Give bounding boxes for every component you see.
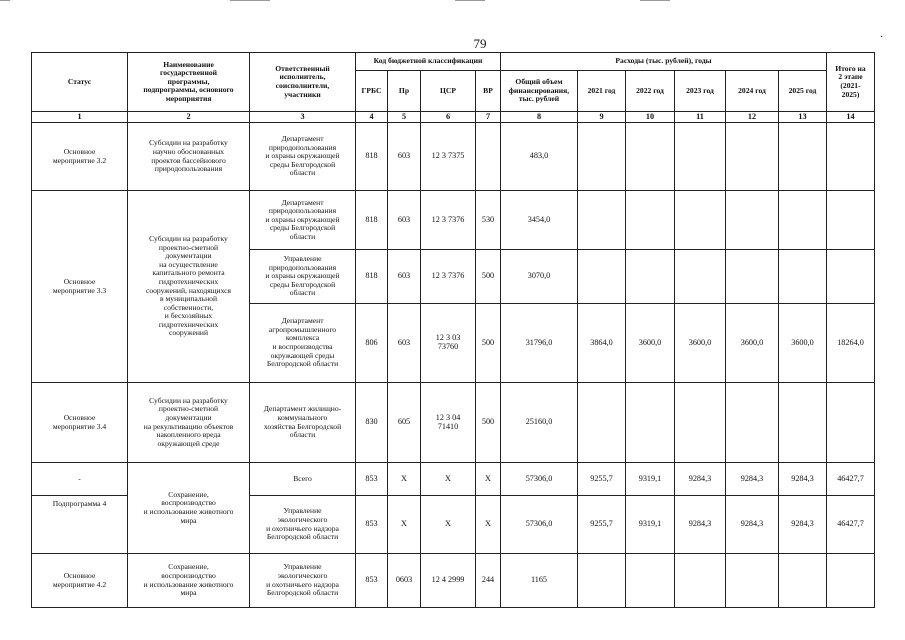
total-cell: 483,0 — [501, 123, 578, 191]
column-number: 5 — [388, 112, 421, 123]
column-number: 12 — [726, 112, 779, 123]
header-name: Наименование государственной программы, подпрограммы, основного мероприятия — [128, 53, 250, 112]
name-cell: Субсидии на разработку научно обоснованных проектов бассейнового природопользования — [128, 123, 250, 191]
responsible-cell: Управление природопользования и охраны окружающей среды Белгородской области — [250, 250, 356, 304]
total-cell: 25160,0 — [501, 383, 578, 463]
column-number: 4 — [356, 112, 388, 123]
empty-cell — [626, 250, 675, 304]
year-2022-cell: 3600,0 — [626, 304, 675, 383]
vr-cell: 500 — [476, 383, 501, 463]
total-cell: 1165 — [501, 554, 578, 608]
top-edge-line — [455, 0, 485, 1]
column-number-row — [32, 112, 875, 123]
grbs-cell: 818 — [356, 191, 388, 250]
status-cell: Основное мероприятие 3.4 — [32, 383, 128, 463]
empty-cell — [726, 383, 779, 463]
empty-cell — [675, 554, 726, 608]
csr-cell: X — [421, 463, 476, 496]
table-row — [32, 123, 875, 191]
total-cell: 3070,0 — [501, 250, 578, 304]
year-2023-cell: 9284,3 — [675, 496, 726, 554]
name-cell: Сохранение, воспроизводство и использование животного мира — [128, 554, 250, 608]
csr-cell: 12 3 7376 — [421, 250, 476, 304]
header-csr: ЦСР — [421, 71, 476, 112]
pr-cell: 603 — [388, 304, 421, 383]
responsible-cell: Всего — [250, 463, 356, 496]
year-2021-cell: 9255,7 — [578, 463, 626, 496]
status-dash-cell: - — [32, 463, 128, 496]
responsible-cell: Департамент агропромышленного комплекса и воспроизводства окружающей среды Белгородской области — [250, 304, 356, 383]
header-2024: 2024 год — [726, 71, 779, 112]
header-status: Статус — [32, 53, 128, 112]
empty-cell — [726, 123, 779, 191]
year-2025-cell: 3600,0 — [779, 304, 827, 383]
empty-cell — [626, 383, 675, 463]
vr-cell: 530 — [476, 191, 501, 250]
csr-cell: 12 3 7376 — [421, 191, 476, 250]
column-number: 7 — [476, 112, 501, 123]
year-2022-cell: 9319,1 — [626, 463, 675, 496]
grbs-cell: 818 — [356, 123, 388, 191]
stage2-total-cell: 46427,7 — [827, 463, 875, 496]
empty-cell — [578, 554, 626, 608]
empty-cell — [779, 191, 827, 250]
empty-cell — [675, 250, 726, 304]
status-cell: Подпрограмма 4 — [32, 496, 128, 554]
empty-cell — [626, 123, 675, 191]
empty-cell — [779, 123, 827, 191]
column-number: 11 — [675, 112, 726, 123]
empty-cell — [675, 123, 726, 191]
header-pr: Пр — [388, 71, 421, 112]
year-2022-cell: 9319,1 — [626, 496, 675, 554]
table-row — [32, 463, 875, 496]
empty-cell — [578, 383, 626, 463]
header-2022: 2022 год — [626, 71, 675, 112]
header-total-stage2: Итого на 2 этапе (2021- 2025) — [827, 53, 875, 112]
header-budget-code: Код бюджетной классификации — [356, 53, 501, 71]
year-2021-cell: 9255,7 — [578, 496, 626, 554]
empty-cell — [726, 191, 779, 250]
vr-cell: X — [476, 463, 501, 496]
header-row — [32, 53, 875, 71]
empty-cell — [726, 554, 779, 608]
empty-cell — [626, 191, 675, 250]
empty-cell — [726, 250, 779, 304]
empty-cell — [779, 250, 827, 304]
header-2023: 2023 год — [675, 71, 726, 112]
top-edge-line — [230, 0, 270, 1]
name-cell: Субсидии на разработку проектно-сметной документации на осуществление капитального ремонта гидротехнических сооружений, находящихся в муниципальной собственности, и бесхозяйных гидротехнических сооружений — [128, 191, 250, 383]
empty-cell — [578, 123, 626, 191]
pr-cell: 603 — [388, 123, 421, 191]
column-number: 14 — [827, 112, 875, 123]
total-cell: 57306,0 — [501, 496, 578, 554]
year-2025-cell: 9284,3 — [779, 463, 827, 496]
total-cell: 31796,0 — [501, 304, 578, 383]
csr-cell: 12 4 2999 — [421, 554, 476, 608]
column-number: 6 — [421, 112, 476, 123]
grbs-cell: 806 — [356, 304, 388, 383]
header-vr: ВР — [476, 71, 501, 112]
csr-cell: 12 3 03 73760 — [421, 304, 476, 383]
column-number: 10 — [626, 112, 675, 123]
page-number: 79 — [473, 36, 487, 51]
csr-cell: 12 3 04 71410 — [421, 383, 476, 463]
empty-cell — [827, 191, 875, 250]
responsible-cell: Департамент природопользования и охраны окружающей среды Белгородской области — [250, 191, 356, 250]
stage2-total-cell: 18264,0 — [827, 304, 875, 383]
grbs-cell: 853 — [356, 554, 388, 608]
vr-cell: 244 — [476, 554, 501, 608]
year-2021-cell: 3864,0 — [578, 304, 626, 383]
total-cell: 57306,0 — [501, 463, 578, 496]
pr-cell: 603 — [388, 250, 421, 304]
budget-table — [31, 52, 875, 608]
responsible-cell: Управление экологического и охотничьего надзора Белгородской области — [250, 496, 356, 554]
responsible-cell: Управление экологического и охотничьего надзора Белгородской области — [250, 554, 356, 608]
empty-cell — [779, 383, 827, 463]
column-number: 3 — [250, 112, 356, 123]
empty-cell — [626, 554, 675, 608]
header-expenses: Расходы (тыс. рублей), годы — [501, 53, 827, 71]
year-2024-cell: 3600,0 — [726, 304, 779, 383]
pr-cell: X — [388, 463, 421, 496]
pr-cell: 0603 — [388, 554, 421, 608]
pr-cell: X — [388, 496, 421, 554]
name-cell: Сохранение, воспроизводство и использование животного мира — [128, 463, 250, 554]
year-2024-cell: 9284,3 — [726, 496, 779, 554]
empty-cell — [827, 554, 875, 608]
total-cell: 3454,0 — [501, 191, 578, 250]
column-number: 2 — [128, 112, 250, 123]
column-number: 13 — [779, 112, 827, 123]
header-2025: 2025 год — [779, 71, 827, 112]
year-2023-cell: 3600,0 — [675, 304, 726, 383]
vr-cell — [476, 123, 501, 191]
empty-cell — [578, 250, 626, 304]
column-number: 1 — [32, 112, 128, 123]
vr-cell: 500 — [476, 250, 501, 304]
status-cell: Основное мероприятие 3.3 — [32, 191, 128, 383]
empty-cell — [827, 383, 875, 463]
pr-cell: 605 — [388, 383, 421, 463]
table-row — [32, 383, 875, 463]
table-row — [32, 554, 875, 608]
column-number: 9 — [578, 112, 626, 123]
grbs-cell: 853 — [356, 463, 388, 496]
empty-cell — [827, 250, 875, 304]
empty-cell — [779, 554, 827, 608]
table-row — [32, 191, 875, 250]
name-cell: Субсидии на разработку проектно-сметной документации на рекультивацию объектов накопленного вреда окружающей среде — [128, 383, 250, 463]
responsible-cell: Департамент природопользования и охраны окружающей среды Белгородской области — [250, 123, 356, 191]
header-grbs: ГРБС — [356, 71, 388, 112]
header-total-volume: Общий объем финансирования, тыс. рублей — [501, 71, 578, 112]
stage2-total-cell: 46427,7 — [827, 496, 875, 554]
column-number: 8 — [501, 112, 578, 123]
empty-cell — [675, 191, 726, 250]
year-2024-cell: 9284,3 — [726, 463, 779, 496]
vr-cell: X — [476, 496, 501, 554]
header-responsible: Ответственный исполнитель, соисполнители, участники — [250, 53, 356, 112]
status-cell: Основное мероприятие 3.2 — [32, 123, 128, 191]
csr-cell: 12 3 7375 — [421, 123, 476, 191]
header-2021: 2021 год — [578, 71, 626, 112]
empty-cell — [578, 191, 626, 250]
pr-cell: 603 — [388, 191, 421, 250]
responsible-cell: Департамент жилищно- коммунального хозяйства Белгородской области — [250, 383, 356, 463]
top-edge-line — [640, 0, 670, 1]
year-2025-cell: 9284,3 — [779, 496, 827, 554]
empty-cell — [827, 123, 875, 191]
grbs-cell: 830 — [356, 383, 388, 463]
corner-mark: · — [880, 32, 884, 43]
status-cell: Основное мероприятие 4.2 — [32, 554, 128, 608]
grbs-cell: 818 — [356, 250, 388, 304]
grbs-cell: 853 — [356, 496, 388, 554]
year-2023-cell: 9284,3 — [675, 463, 726, 496]
empty-cell — [675, 383, 726, 463]
vr-cell: 500 — [476, 304, 501, 383]
top-edge-line — [0, 0, 10, 1]
csr-cell: X — [421, 496, 476, 554]
